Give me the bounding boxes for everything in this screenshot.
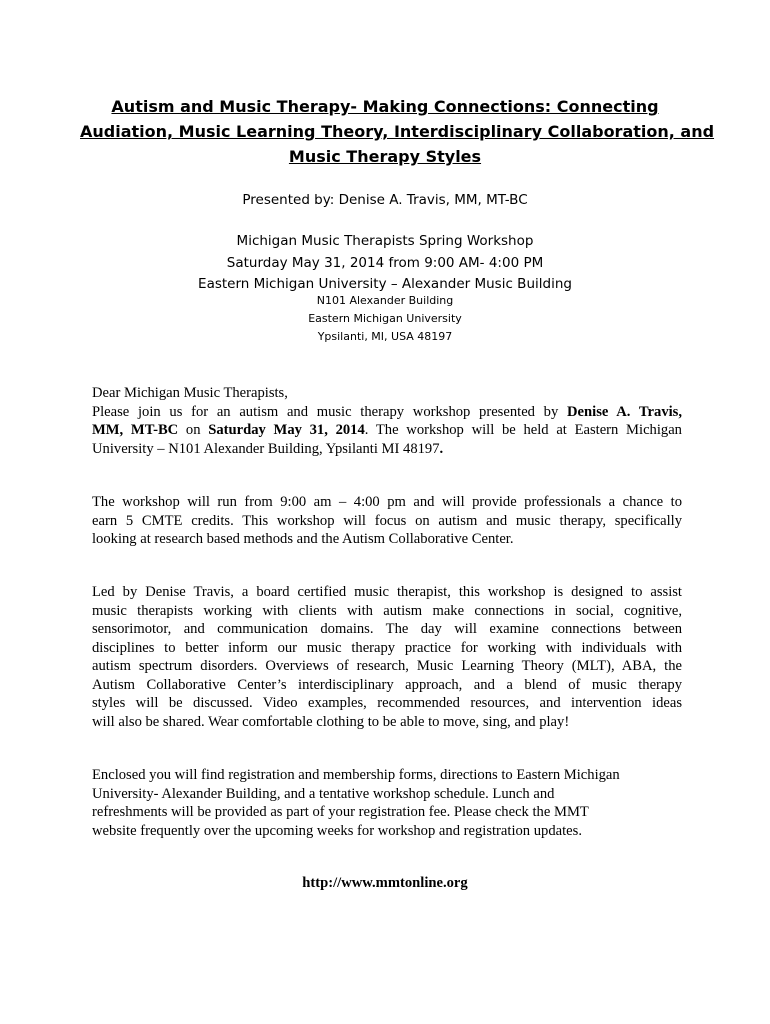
- intro-text: Please join us for an autism and music therapy workshop presented by: [92, 403, 567, 420]
- paragraph-line: earn 5 CMTE credits. This workshop will focus on autism and music therapy, specifically: [92, 512, 682, 529]
- paragraph-line: refreshments will be provided as part of your registration fee. Please check the MMT: [92, 804, 589, 820]
- title-line-1: Autism and Music Therapy- Making Connections: Connecting: [111, 97, 659, 116]
- salutation: Dear Michigan Music Therapists,: [92, 385, 288, 401]
- paragraph-line: Led by Denise Travis, a board certified music therapist, this workshop is designed to assist: [92, 584, 682, 600]
- paragraph-line: website frequently over the upcoming weeks for workshop and registration updates.: [92, 822, 582, 839]
- paragraph-schedule: [92, 493, 682, 549]
- presenter-name-bold: Denise A. Travis,: [567, 403, 682, 420]
- event-address-line-1: N101 Alexander Building: [316, 294, 454, 307]
- intro-text: University – N101 Alexander Building, Ypsilanti MI 48197: [92, 440, 440, 457]
- intro-text: . The workshop will be held at Eastern Michigan: [364, 422, 682, 438]
- intro-line-2: [92, 421, 682, 440]
- title-line-2: Audiation, Music Learning Theory, Interdisciplinary Collaboration, and: [80, 122, 715, 141]
- paragraph-line: autism spectrum disorders. Overviews of research, Music Learning Theory (MLT), ABA, the: [92, 658, 682, 674]
- paragraph-line: styles will be discussed. Video examples, recommended resources, and intervention ideas: [92, 695, 682, 711]
- event-address-line-3: Ypsilanti, MI, USA 48197: [317, 330, 453, 343]
- event-name: Michigan Music Therapists Spring Workshop: [236, 233, 534, 249]
- event-venue: Eastern Michigan University – Alexander Music Building: [198, 276, 572, 292]
- intro-line-3: [92, 440, 682, 459]
- paragraph-line: disciplines to better inform our music therapy practice for working with individuals with: [92, 639, 682, 656]
- paragraph-enclosures: [92, 766, 682, 840]
- intro-text: on: [178, 422, 209, 438]
- date-bold: Saturday May 31, 2014: [208, 422, 365, 438]
- paragraph-line: University- Alexander Building, and a tentative workshop schedule. Lunch and: [92, 785, 555, 802]
- paragraph-line: Enclosed you will find registration and membership forms, directions to Eastern Michigan: [92, 767, 620, 783]
- paragraph-line: sensorimotor, and communication domains. The day will examine connections between: [92, 621, 682, 637]
- website-url[interactable]: http://www.mmtonline.org: [302, 875, 468, 891]
- period-bold: .: [439, 440, 444, 457]
- intro-line-1: [92, 403, 682, 422]
- title-line-3: Music Therapy Styles: [288, 147, 482, 166]
- paragraph-description: [92, 583, 682, 731]
- document-title: [80, 94, 715, 169]
- paragraph-line: Autism Collaborative Center’s interdisciplinary approach, and a blend of music therapy: [92, 676, 682, 693]
- event-address-line-2: Eastern Michigan University: [308, 312, 462, 325]
- paragraph-line: music therapists working with clients with autism make connections in social, cognitive,: [92, 602, 682, 619]
- paragraph-line: will also be shared. Wear comfortable clothing to be able to move, sing, and play!: [92, 713, 570, 730]
- event-datetime: Saturday May 31, 2014 from 9:00 AM- 4:00 PM: [226, 255, 544, 271]
- presenter-line: Presented by: Denise A. Travis, MM, MT-BC: [242, 192, 528, 208]
- credentials-bold: MM, MT-BC: [92, 422, 179, 438]
- paragraph-line: looking at research based methods and the Autism Collaborative Center.: [92, 531, 514, 547]
- letter-intro: [92, 384, 682, 458]
- paragraph-line: The workshop will run from 9:00 am – 4:00 pm and will provide professionals a chance to: [92, 494, 682, 510]
